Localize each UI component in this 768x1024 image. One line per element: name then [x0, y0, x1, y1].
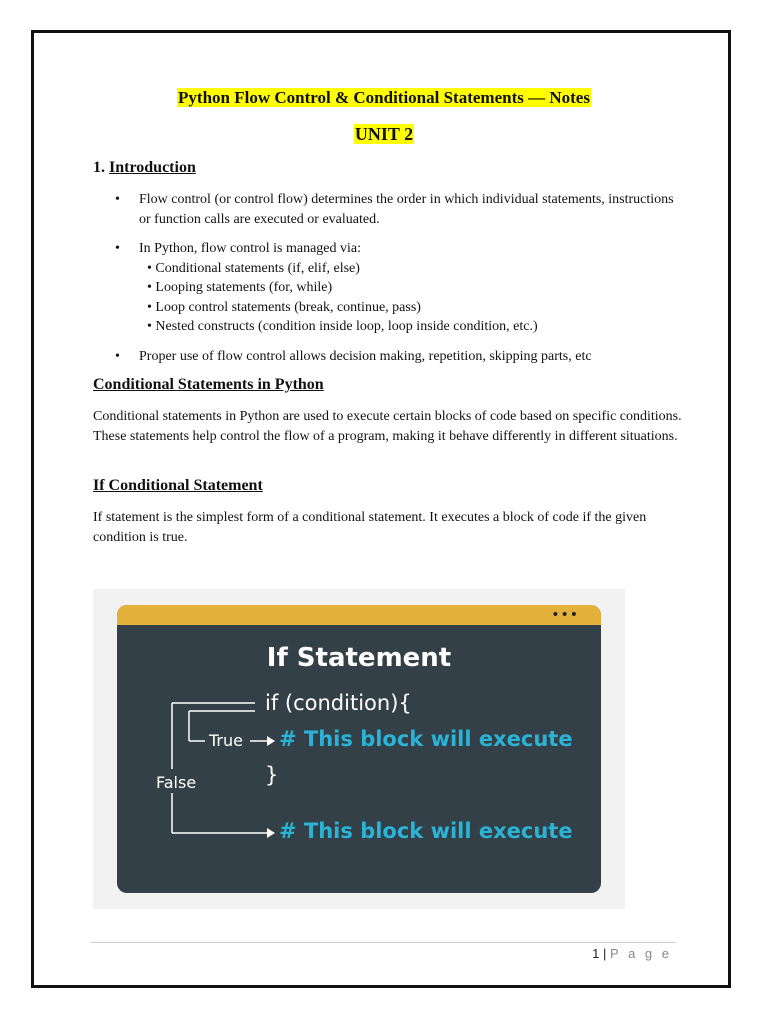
footer-divider [90, 942, 676, 943]
unit-label: UNIT 2 [354, 124, 414, 144]
page-title: Python Flow Control & Conditional Statements — Notes [178, 88, 590, 107]
bullet-text: Flow control (or control flow) determines the order in which individual statements, instructions or function calls are executed or evaluated. [139, 192, 674, 227]
if-heading: If Conditional Statement [93, 477, 263, 494]
code-closing-brace: } [265, 763, 279, 787]
title-container [0, 88, 768, 108]
bullet-dot: • [115, 348, 120, 364]
intro-title: Introduction [109, 159, 196, 176]
more-dots-icon: ••• [551, 607, 579, 623]
sub-item: • Conditional statements (if, elif, else) [147, 260, 360, 276]
code-comment-true: # This block will execute [279, 727, 573, 751]
list-item [93, 347, 683, 367]
bullet-text: In Python, flow control is managed via: [139, 241, 362, 256]
true-label: True [209, 731, 243, 750]
figure-card [117, 605, 601, 893]
intro-bullet-list [93, 190, 683, 376]
bullet-dot: • [115, 192, 120, 207]
list-item [93, 239, 683, 337]
page-number: 1 [592, 946, 600, 961]
code-comment-false: # This block will execute [279, 819, 573, 843]
unit-container [0, 124, 768, 145]
if-statement-figure [93, 589, 625, 909]
sub-item: • Nested constructs (condition inside loop, loop inside condition, etc.) [147, 319, 538, 334]
if-paragraph: If statement is the simplest form of a conditional statement. It executes a block of code if the given condition is true. [93, 510, 647, 545]
bullet-dot: • [115, 241, 120, 256]
conditional-paragraph: Conditional statements in Python are used to execute certain blocks of code based on specific conditions. These statements help control the flow of a program, making it behave differently in different situations. [93, 409, 682, 444]
false-arrow-head [267, 828, 275, 838]
bullet-text: Proper use of flow control allows decision making, repetition, skipping parts, etc [139, 348, 592, 364]
intro-number: 1. [93, 159, 105, 176]
sub-item: • Loop control statements (break, continue, pass) [147, 299, 421, 315]
page-footer [592, 946, 672, 961]
sub-item: • Looping statements (for, while) [147, 280, 333, 295]
list-item [93, 190, 683, 229]
true-arrow-head [267, 736, 275, 746]
figure-title: If Statement [266, 643, 452, 673]
code-if-line: if (condition){ [265, 691, 412, 715]
intro-heading [93, 159, 196, 177]
false-label: False [156, 773, 197, 792]
page-label: P a g e [610, 946, 672, 961]
footer-separator: | [603, 946, 607, 961]
conditional-heading: Conditional Statements in Python [93, 376, 324, 393]
